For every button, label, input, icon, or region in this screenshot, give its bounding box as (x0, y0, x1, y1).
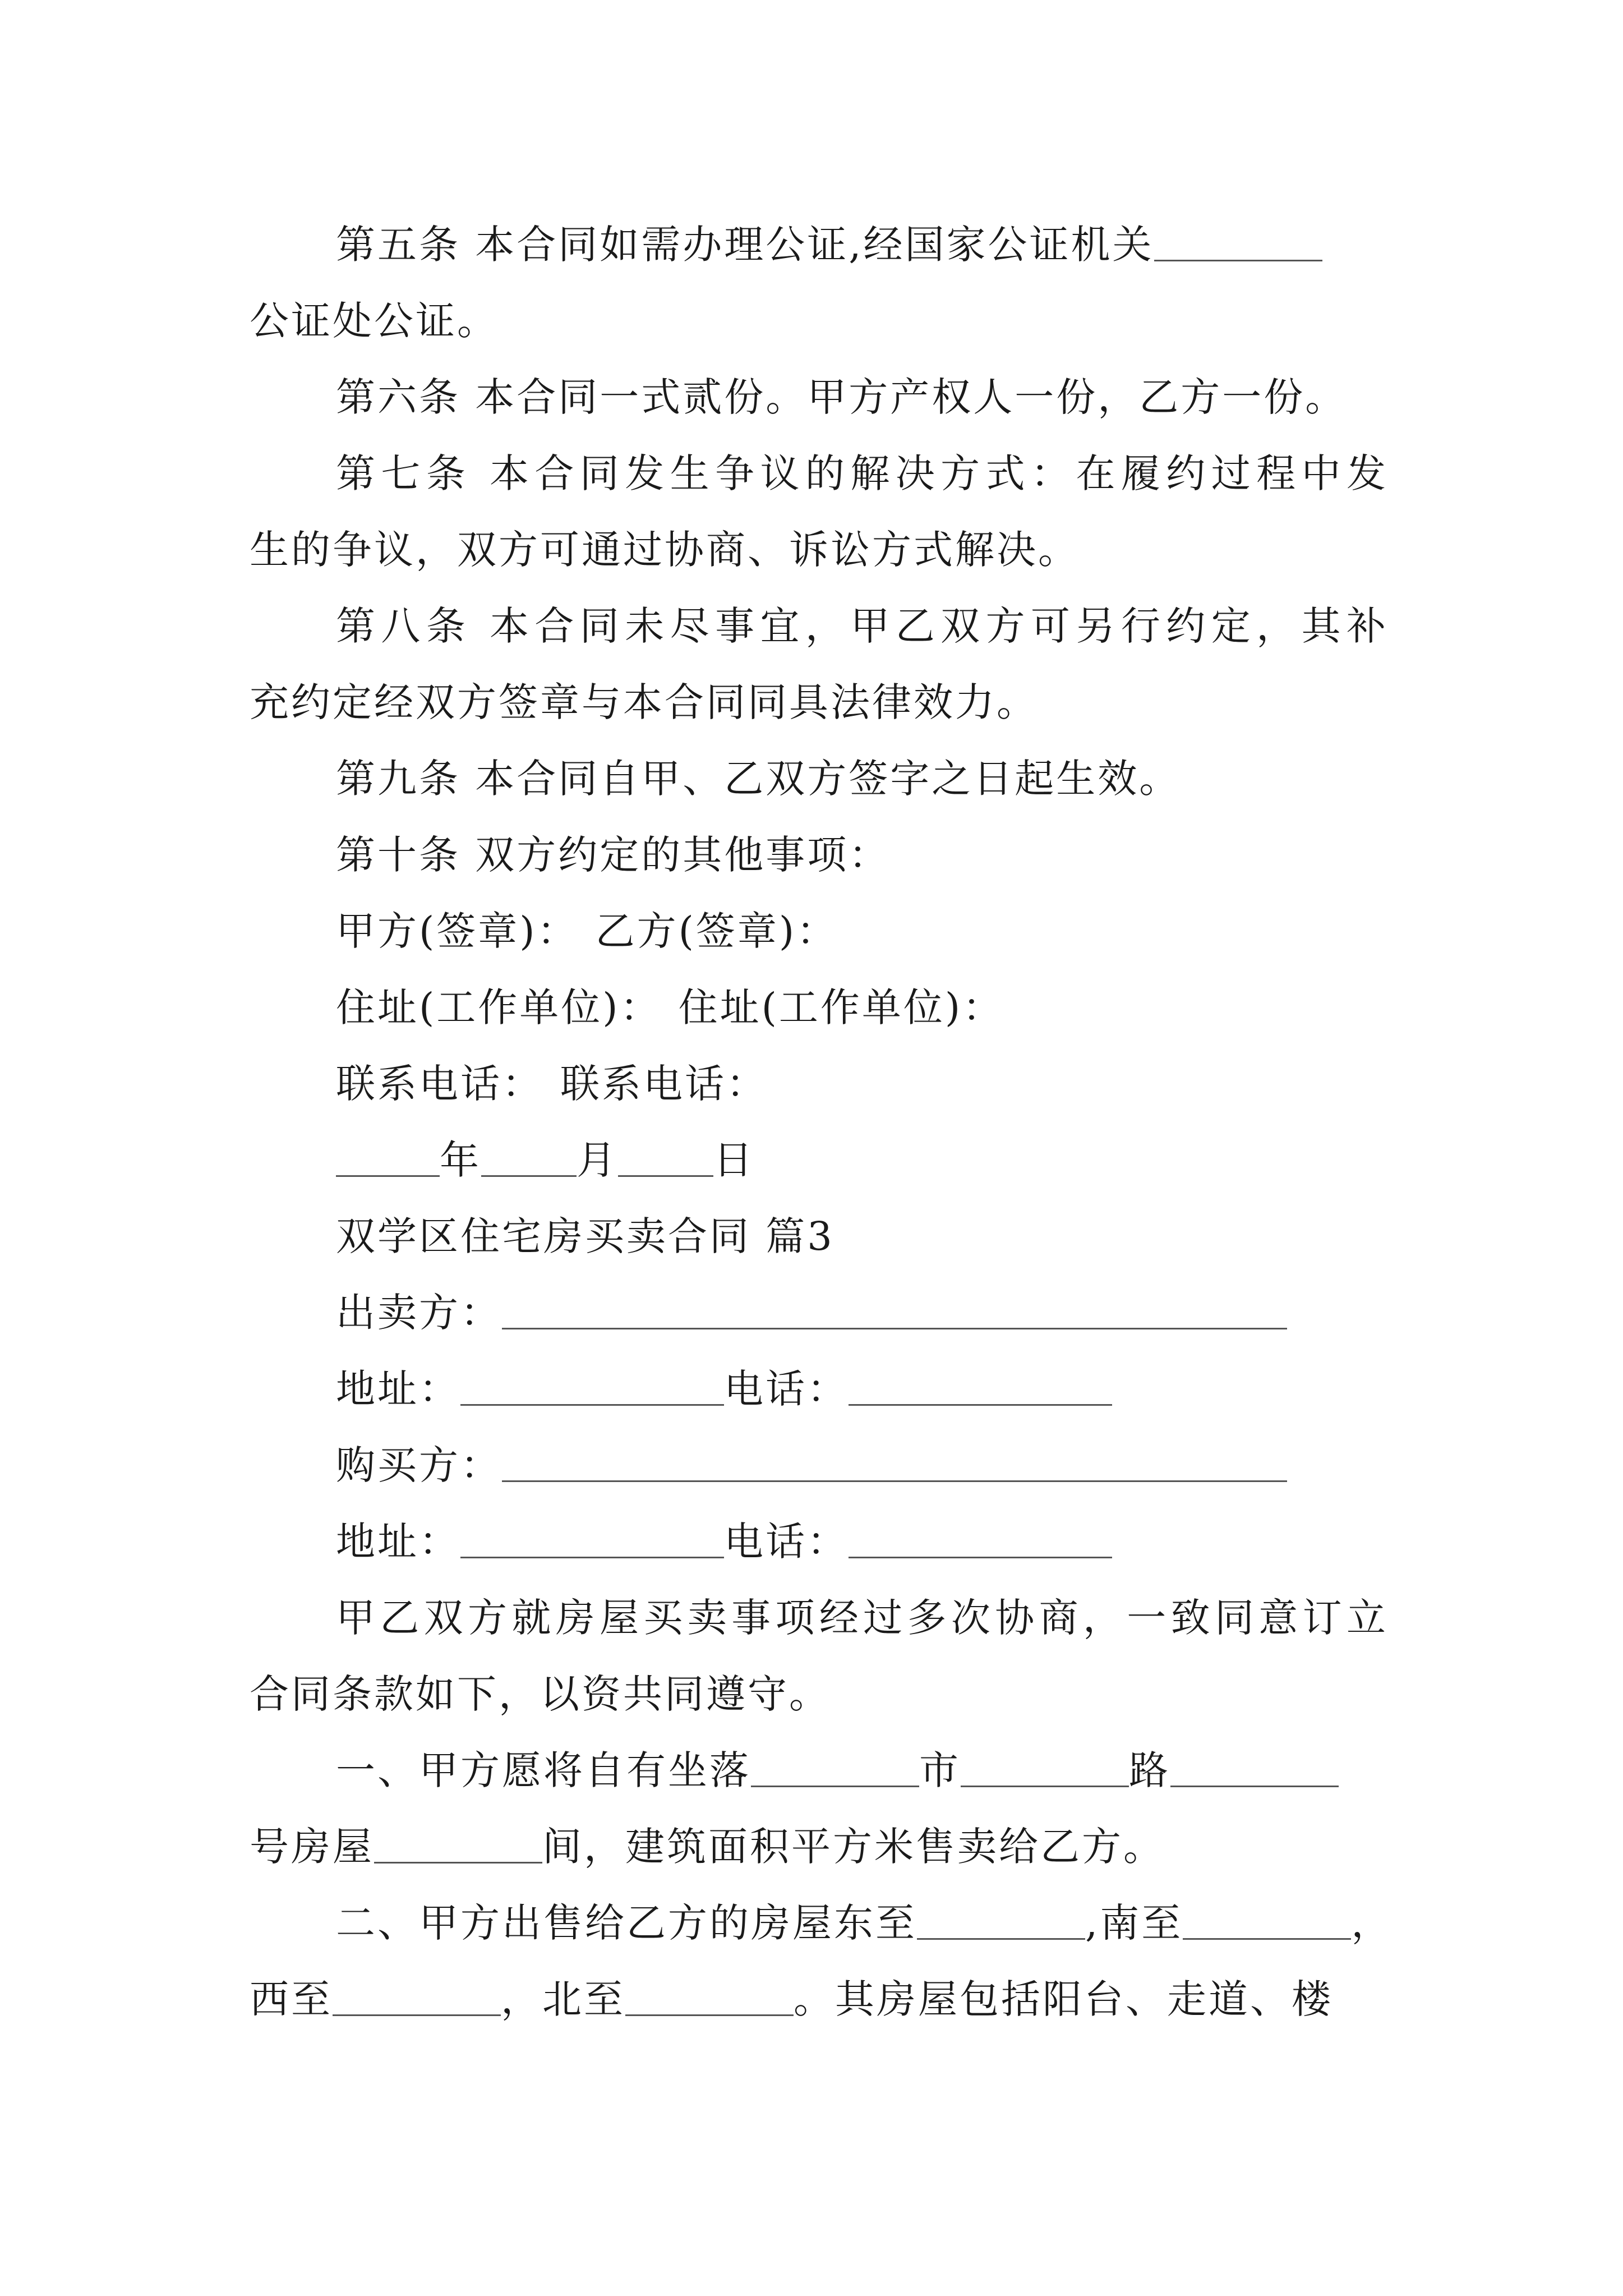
buyer-blank[interactable] (502, 1447, 1287, 1482)
article-5-line-2: 公证处公证。 (250, 298, 499, 344)
clause-2-line-1: 二、甲方出售给乙方的房屋东至 ,南至 ， (336, 1900, 1393, 1946)
article-8-line-1: 第八条 本合同未尽事宜，甲乙双方可另行约定，其补 (336, 603, 1388, 649)
blank-field[interactable] (1154, 226, 1322, 261)
party-b-phone-label: 联系电话： (560, 1061, 768, 1107)
buyer-address-blank[interactable] (460, 1523, 724, 1558)
seller-address-blank[interactable] (460, 1370, 724, 1406)
year-blank[interactable] (336, 1142, 440, 1177)
buyer-phone-blank[interactable] (849, 1523, 1112, 1558)
clause-1-line-1: 一、甲方愿将自有坐落 市 路 (250, 1732, 1388, 1809)
party-b-signature-label: 乙方(签章)： (595, 908, 838, 954)
article-7-line-2: 生的争议，双方可通过协商、诉讼方式解决。 (250, 527, 1080, 573)
seller-address-label: 地址： (336, 1366, 460, 1412)
section-title: 双学区住宅房买卖合同 篇3 (336, 1213, 834, 1259)
seller-row (250, 1274, 1388, 1351)
seller-phone-label: 电话： (724, 1366, 849, 1412)
intro-line-1: 甲乙双方就房屋买卖事项经过多次协商，一致同意订立 (336, 1595, 1388, 1641)
south-blank[interactable] (1183, 1904, 1351, 1940)
year-label: 年 (440, 1137, 481, 1183)
seller-phone-blank[interactable] (849, 1370, 1112, 1406)
day-blank[interactable] (618, 1142, 713, 1177)
buyer-label: 购买方： (336, 1442, 502, 1488)
party-b-address-label: 住址(工作单位)： (678, 984, 1004, 1030)
party-a-signature-label: 甲方(签章)： (336, 908, 579, 954)
date-row (250, 1122, 1388, 1198)
article-6: 第六条 本合同一式贰份。甲方产权人一份，乙方一份。 (336, 374, 1347, 420)
signature-row (250, 893, 1388, 969)
phone-row (250, 1046, 1388, 1122)
day-label: 日 (713, 1137, 755, 1183)
buyer-row (250, 1427, 1388, 1503)
party-a-address-label: 住址(工作单位)： (336, 984, 662, 1030)
buyer-contact-row (250, 1503, 1388, 1580)
month-blank[interactable] (481, 1142, 577, 1177)
clause-2-line-2: 西至 ，北至 。其房屋包括阳台、走道、楼 (250, 1976, 1333, 2022)
seller-contact-row (250, 1351, 1388, 1427)
city-blank[interactable] (961, 1752, 1129, 1787)
buyer-phone-label: 电话： (724, 1519, 849, 1565)
party-a-phone-label: 联系电话： (336, 1061, 543, 1107)
road-blank[interactable] (1170, 1752, 1339, 1787)
address-unit-row (250, 969, 1388, 1046)
east-blank[interactable] (917, 1904, 1085, 1940)
buyer-address-label: 地址： (336, 1519, 460, 1565)
seller-blank[interactable] (502, 1294, 1287, 1329)
article-8-line-2: 充约定经双方签章与本合同同具法律效力。 (250, 679, 1038, 725)
location-blank[interactable] (751, 1752, 919, 1787)
west-blank[interactable] (333, 1981, 501, 2016)
article-5-line-1: 第五条 本合同如需办理公证,经国家公证机关 (250, 206, 1388, 283)
intro-line-2: 合同条款如下，以资共同遵守。 (250, 1671, 831, 1717)
clause-1-line-2: 号房屋 间，建筑面积平方米售卖给乙方。 (250, 1824, 1165, 1870)
article-7-line-1: 第七条 本合同发生争议的解决方式：在履约过程中发 (336, 450, 1388, 496)
north-blank[interactable] (625, 1981, 794, 2016)
house-number-blank[interactable] (374, 1828, 542, 1864)
article-9: 第九条 本合同自甲、乙双方签字之日起生效。 (336, 756, 1181, 802)
month-label: 月 (577, 1137, 618, 1183)
article-10: 第十条 双方约定的其他事项： (336, 832, 891, 878)
contract-body (250, 206, 1393, 2037)
seller-label: 出卖方： (336, 1290, 502, 1336)
